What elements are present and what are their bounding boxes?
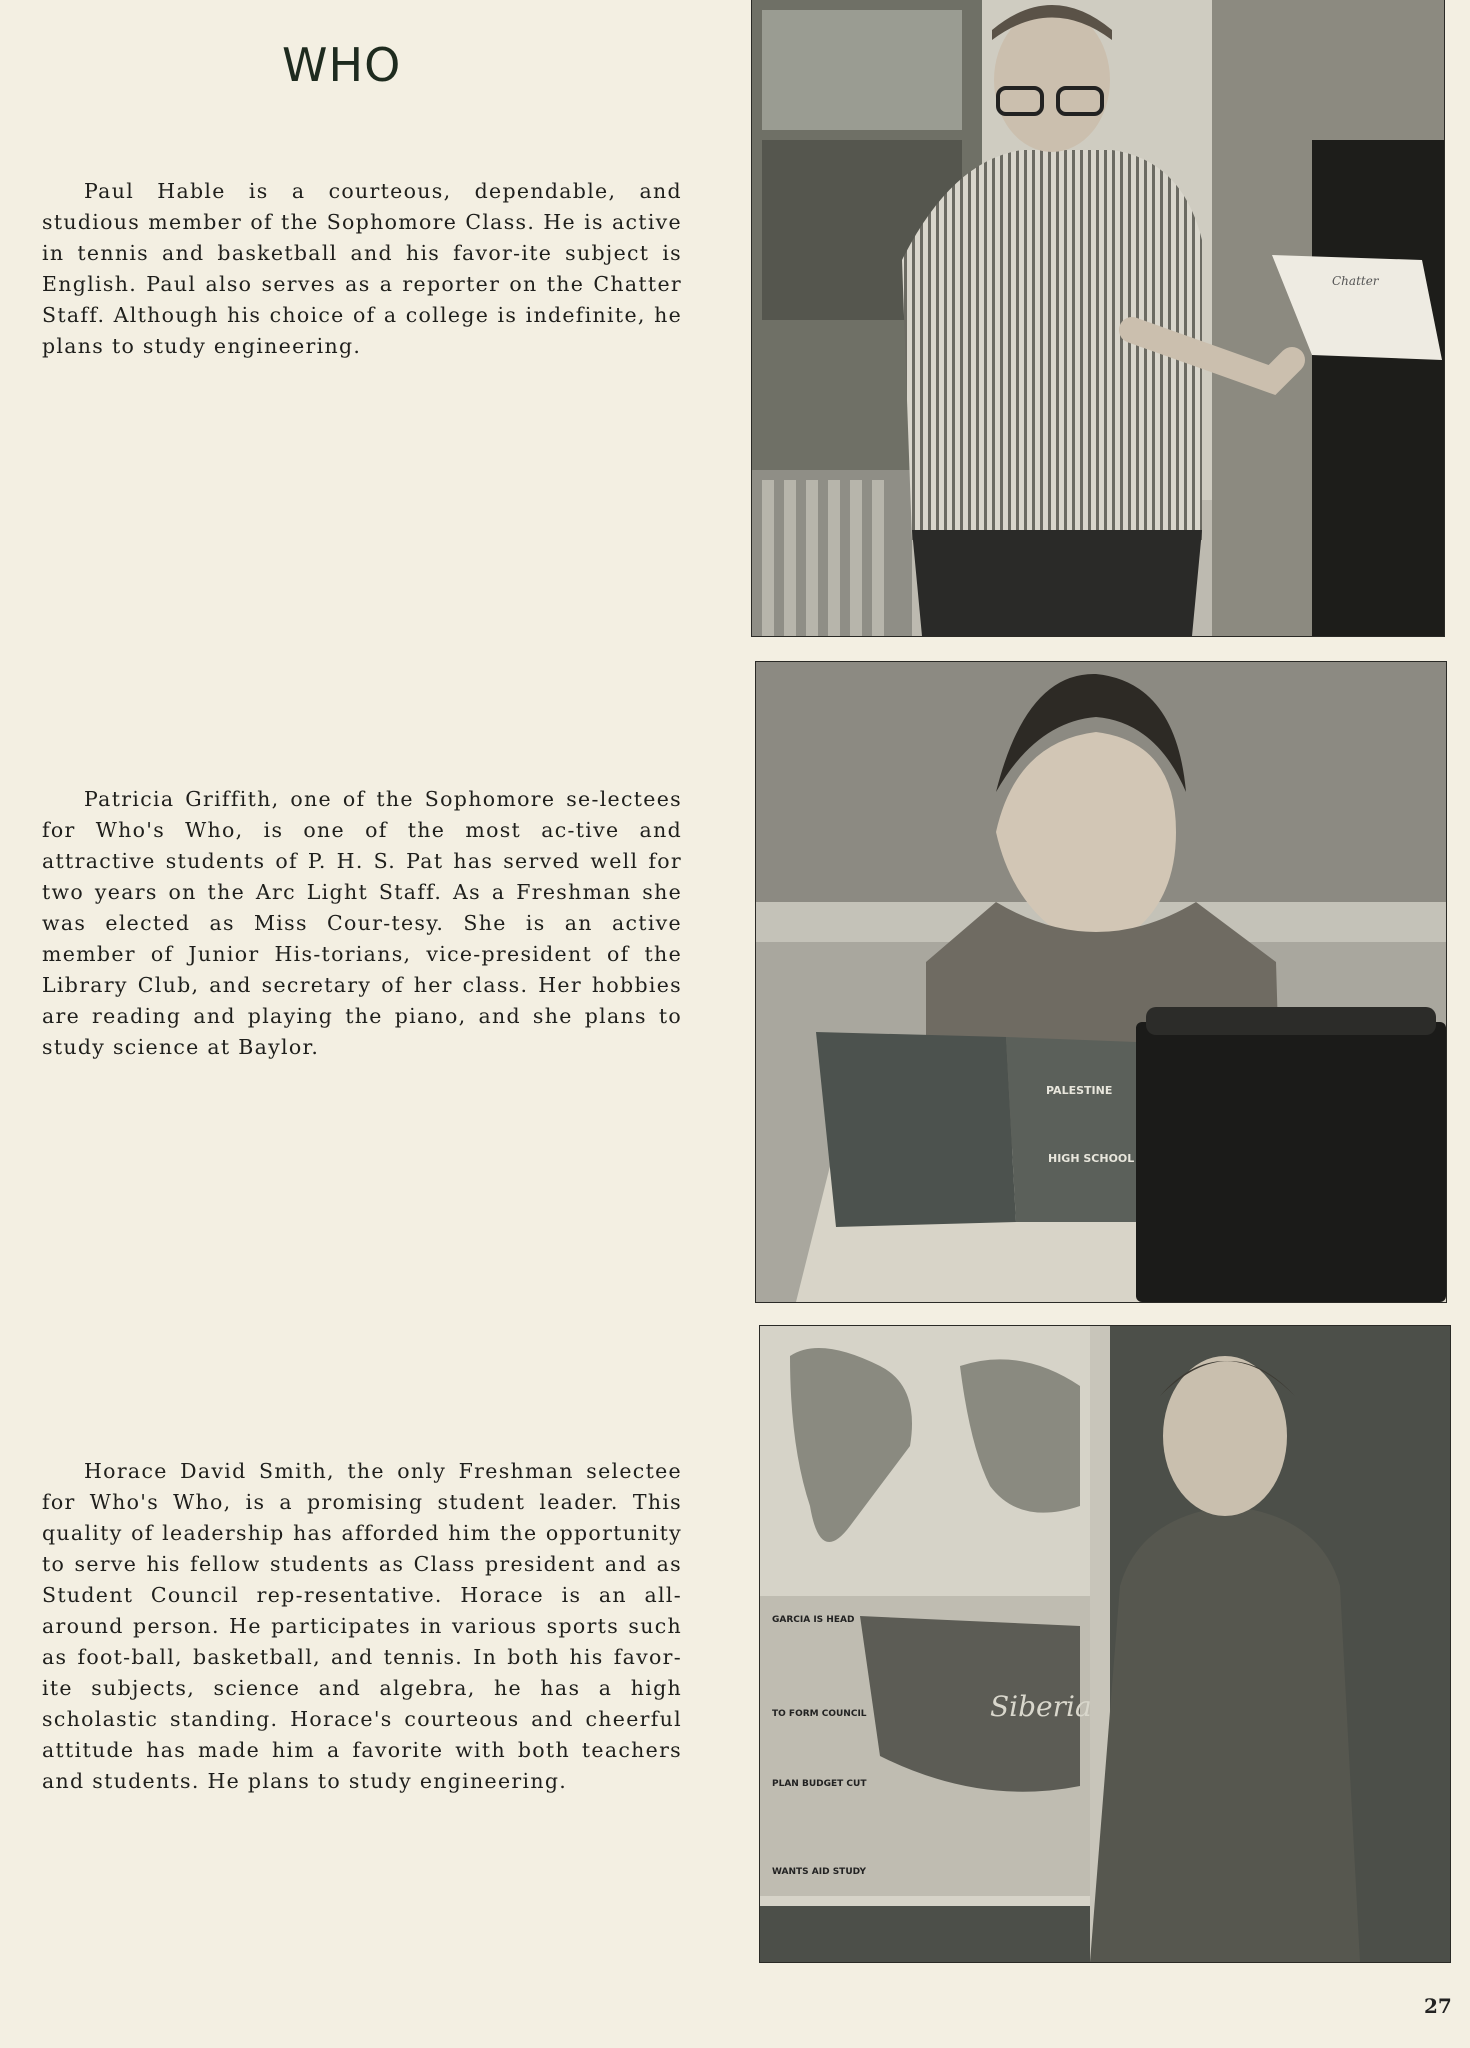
photo-patricia-griffith — [756, 662, 1446, 1302]
svg-text:GARCIA IS HEAD: GARCIA IS HEAD — [772, 1615, 855, 1625]
svg-text:Siberia: Siberia — [990, 1690, 1092, 1723]
photo-paul-hable — [752, 0, 1444, 636]
svg-text:Chatter: Chatter — [1332, 274, 1379, 288]
page-number: 27 — [1424, 1994, 1452, 2018]
svg-text:WANTS AID STUDY: WANTS AID STUDY — [772, 1867, 866, 1877]
bio-patricia-griffith: Patricia Griffith, one of the Sophomore se-lectees for Who's Who, is one of the most ac-tive and attractive students of P. H. S. Pat has served well for two years on the Arc Light Staff. As a Freshman she was elected as Miss Cour-tesy. She is an active member of Junior His-torians, vice-president of the Library Club, and secretary of her class. Her hobbies are reading and playing the piano, and she plans to study science at Baylor. — [42, 787, 682, 1059]
svg-text:PALESTINE: PALESTINE — [1046, 1084, 1113, 1097]
bio-paul-hable: Paul Hable is a courteous, dependable, and studious member of the Sophomore Class. He is active in tennis and basketball and his favor-ite subject is English. Paul also serves as a reporter on the Chatter Staff. Although his choice of a college is indefinite, he plans to study engineering. — [42, 179, 682, 358]
svg-text:HIGH SCHOOL: HIGH SCHOOL — [1048, 1152, 1135, 1165]
photo-horace-david-smith — [760, 1326, 1450, 1962]
svg-text:PLAN BUDGET CUT: PLAN BUDGET CUT — [772, 1779, 867, 1789]
bio-horace-david-smith: Horace David Smith, the only Freshman selectee for Who's Who, is a promising student leader. This quality of leadership has afforded him the opportunity to serve his fellow students as Class president and as Student Council rep-resentative. Horace is an all-around person. He participates in various sports such as foot-ball, basketball, and tennis. In both his favor-ite subjects, science and algebra, he has a high scholastic standing. Horace's courteous and cheerful attitude has made him a favorite with both teachers and students. He plans to study engineering. — [42, 1459, 682, 1793]
page-title: WHO — [282, 38, 402, 92]
svg-text:TO FORM COUNCIL: TO FORM COUNCIL — [772, 1709, 867, 1719]
